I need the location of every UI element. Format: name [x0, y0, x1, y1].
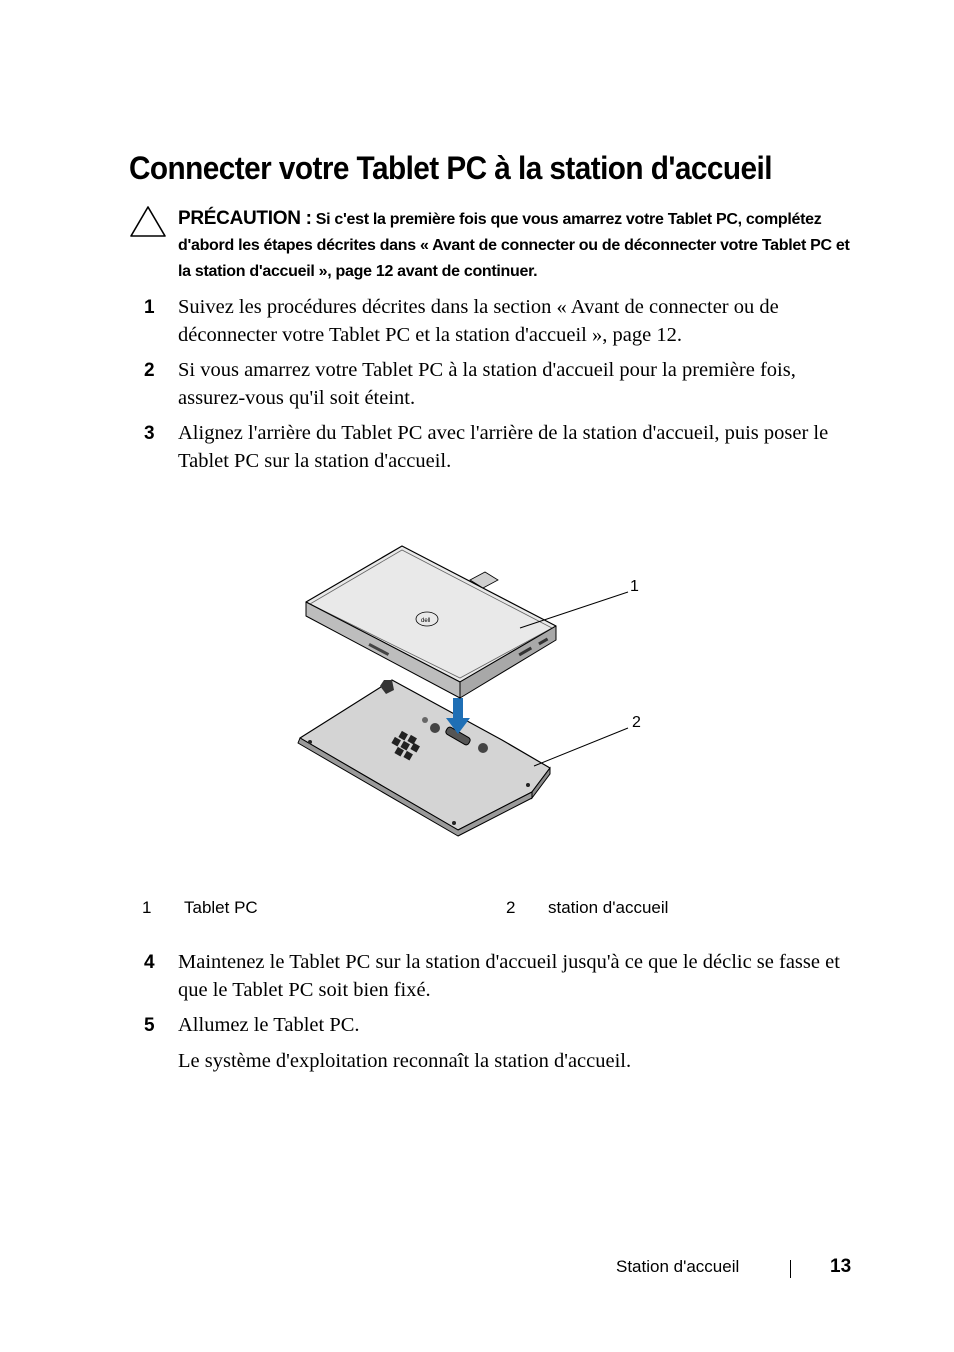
step-number: 5: [144, 1015, 155, 1036]
legend-number: 2: [506, 898, 516, 917]
caution-triangle-icon: [128, 204, 168, 238]
step-text: Si vous amarrez votre Tablet PC à la station d'accueil pour la première fois, assurez-vous qu'il soit éteint.: [178, 359, 796, 409]
footer-section: Station d'accueil: [616, 1257, 740, 1276]
callout-number: 1: [630, 578, 639, 595]
step-text: Suivez les procédures décrites dans la section « Avant de connecter ou de déconnecter votre Tablet PC et la station d'accueil », page 12.: [178, 296, 779, 346]
legend-number: 1: [142, 898, 152, 917]
caution-text: Si c'est la première fois que vous amarrez votre Tablet PC, complétez d'abord les étapes décrites dans « Avant de connecter ou de déconnecter votre Tablet PC et la station d'accueil », page 12 avant de continuer.: [178, 211, 850, 280]
footer-divider: [790, 1260, 791, 1278]
step-number: 1: [144, 297, 155, 318]
callout-line-1: [520, 592, 628, 628]
page-number: 13: [830, 1256, 852, 1277]
step-number: 2: [144, 360, 155, 381]
legend-label: station d'accueil: [548, 898, 669, 917]
docking-illustration: [280, 530, 660, 850]
step-text: Allumez le Tablet PC.: [178, 1014, 360, 1036]
docking-station-drawing: [298, 680, 550, 836]
step-number: 3: [144, 423, 155, 444]
caution-label: PRÉCAUTION :: [178, 208, 312, 229]
legend-label: Tablet PC: [184, 898, 258, 917]
callout-number: 2: [632, 714, 641, 731]
svg-text:dell: dell: [421, 618, 431, 624]
step-number: 4: [144, 952, 155, 973]
step-result-text: Le système d'exploitation reconnaît la station d'accueil.: [178, 1050, 632, 1072]
tablet-pc-drawing: [306, 546, 556, 698]
page-title: Connecter votre Tablet PC à la station d'accueil: [129, 150, 772, 186]
step-text: Maintenez le Tablet PC sur la station d'accueil jusqu'à ce que le déclic se fasse et que le Tablet PC soit bien fixé.: [178, 951, 840, 1001]
caution-notice: [178, 206, 858, 285]
step-text: Alignez l'arrière du Tablet PC avec l'arrière de la station d'accueil, puis poser le Tablet PC sur la station d'accueil.: [178, 422, 829, 472]
callout-line-2: [534, 728, 628, 766]
